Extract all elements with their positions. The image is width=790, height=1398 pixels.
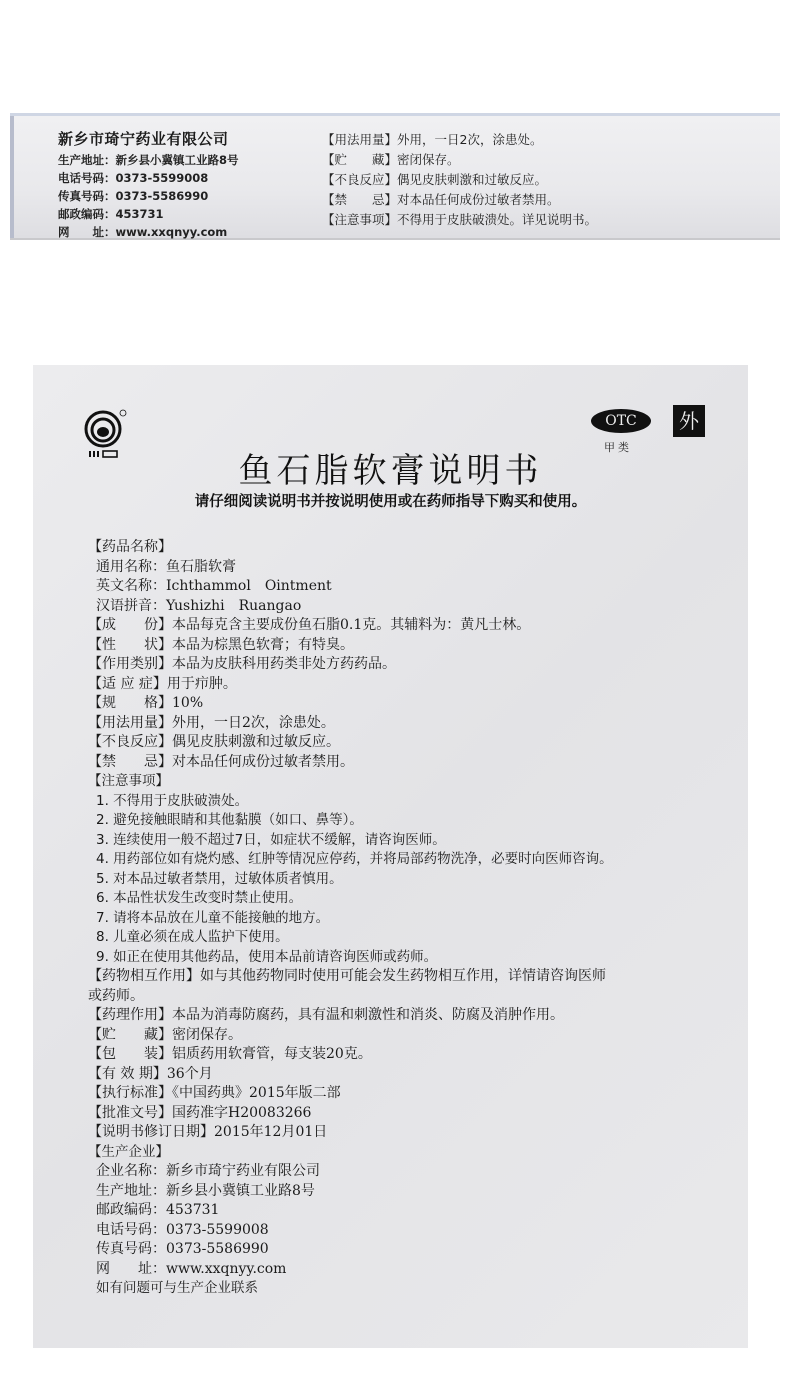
leaflet-line: 传真号码：0373-5586990 [96, 1241, 269, 1257]
leaflet-line: 【贮 藏】密闭保存。 [88, 1026, 242, 1043]
leaflet-line: 【规 格】10% [88, 695, 204, 711]
otc-class-label: 甲类 [604, 441, 632, 454]
spec-adverse: 【不良反应】偶见皮肤刺激和过敏反应。 [322, 172, 548, 187]
leaflet-line: 如有问题可与生产企业联系 [96, 1280, 258, 1296]
instruction-leaflet [33, 365, 748, 1348]
leaflet-line: 6. 本品性状发生改变时禁止使用。 [96, 890, 303, 906]
otc-badge: OTC [591, 409, 651, 433]
package-side-panel [10, 113, 780, 240]
leaflet-line: 【说明书修订日期】2015年12月01日 [88, 1124, 328, 1140]
contact-address: 生产地址：新乡县小冀镇工业路8号 [58, 153, 239, 167]
leaflet-line: 电话号码：0373-5599008 [96, 1221, 269, 1238]
leaflet-line: 网 址：www.xxqnyy.com [96, 1260, 287, 1277]
leaflet-line: 9. 如正在使用其他药品，使用本品前请咨询医师或药师。 [96, 948, 438, 965]
leaflet-line: 邮政编码：453731 [96, 1202, 220, 1218]
leaflet-line: 或药师。 [88, 987, 144, 1004]
leaflet-line: 通用名称：鱼石脂软膏 [96, 558, 236, 575]
leaflet-line: 【包 装】铝质药用软膏管，每支装20克。 [88, 1046, 372, 1062]
leaflet-title: 鱼石脂软膏说明书 [238, 451, 543, 491]
spec-precautions: 【注意事项】不得用于皮肤破溃处。详见说明书。 [322, 212, 598, 227]
contact-phone: 电话号码：0373-5599008 [58, 171, 209, 185]
leaflet-line: 【禁 忌】对本品任何成份过敏者禁用。 [88, 753, 354, 770]
company-name: 新乡市琦宁药业有限公司 [58, 130, 229, 148]
leaflet-line: 5. 对本品过敏者禁用，过敏体质者慎用。 [96, 870, 343, 887]
leaflet-line: 【批准文号】国药准字H20083266 [88, 1104, 312, 1121]
leaflet-line: 2. 避免接触眼睛和其他黏膜（如口、鼻等）。 [96, 812, 363, 828]
leaflet-line: 【不良反应】偶见皮肤刺激和过敏反应。 [88, 734, 340, 750]
contact-fax: 传真号码：0373-5586990 [58, 189, 209, 203]
spec-contraindication: 【禁 忌】对本品任何成份过敏者禁用。 [322, 192, 560, 207]
leaflet-line: 企业名称：新乡市琦宁药业有限公司 [96, 1163, 320, 1179]
leaflet-line: 【性 状】本品为棕黑色软膏；有特臭。 [88, 636, 354, 653]
leaflet-line: 英文名称：Ichthammol Ointment [96, 578, 332, 594]
leaflet-line: 【有 效 期】36个月 [88, 1065, 213, 1082]
leaflet-line: 汉语拼音：Yushizhi Ruangao [96, 597, 302, 614]
leaflet-line: 1. 不得用于皮肤破溃处。 [96, 792, 249, 809]
leaflet-line: 【作用类别】本品为皮肤科用药类非处方药药品。 [88, 656, 396, 672]
package-edge [10, 116, 14, 238]
leaflet-line: 3. 连续使用一般不超过7日，如症状不缓解，请咨询医师。 [96, 831, 446, 848]
leaflet-body [88, 538, 738, 1299]
leaflet-line: 【药物相互作用】如与其他药物同时使用可能会发生药物相互作用，详情请咨询医师 [88, 968, 606, 984]
leaflet-line: 生产地址：新乡县小冀镇工业路8号 [96, 1182, 315, 1199]
leaflet-line: 【药理作用】本品为消毒防腐药，具有温和刺激性和消炎、防腐及消肿作用。 [88, 1007, 564, 1023]
leaflet-line: 【执行标准】《中国药典》2015年版二部 [88, 1085, 341, 1101]
leaflet-line: 【适 应 症】用于疖肿。 [88, 675, 237, 692]
leaflet-line: 7. 请将本品放在儿童不能接触的地方。 [96, 909, 330, 926]
leaflet-subtitle: 请仔细阅读说明书并按说明使用或在药师指导下购买和使用。 [194, 494, 587, 510]
leaflet-line: 【生产企业】 [88, 1143, 169, 1160]
leaflet-line: 8. 儿童必须在成人监护下使用。 [96, 929, 289, 945]
spec-storage: 【贮 藏】密闭保存。 [322, 152, 460, 167]
contact-postcode: 邮政编码：453731 [58, 207, 164, 221]
contact-website: 网 址：www.xxqnyy.com [58, 225, 228, 239]
leaflet-line: 【注意事项】 [88, 773, 169, 789]
spec-usage: 【用法用量】外用，一日2次，涂患处。 [322, 132, 543, 147]
leaflet-line: 4. 用药部位如有烧灼感、红肿等情况应停药，并将局部药物洗净，必要时向医师咨询。 [96, 851, 613, 867]
external-use-badge: 外 [673, 405, 705, 437]
leaflet-line: 【成 份】本品每克含主要成份鱼石脂0.1克。其辅料为：黄凡士林。 [88, 617, 531, 633]
leaflet-line: 【用法用量】外用，一日2次，涂患处。 [88, 714, 335, 731]
leaflet-line: 【药品名称】 [88, 539, 172, 555]
